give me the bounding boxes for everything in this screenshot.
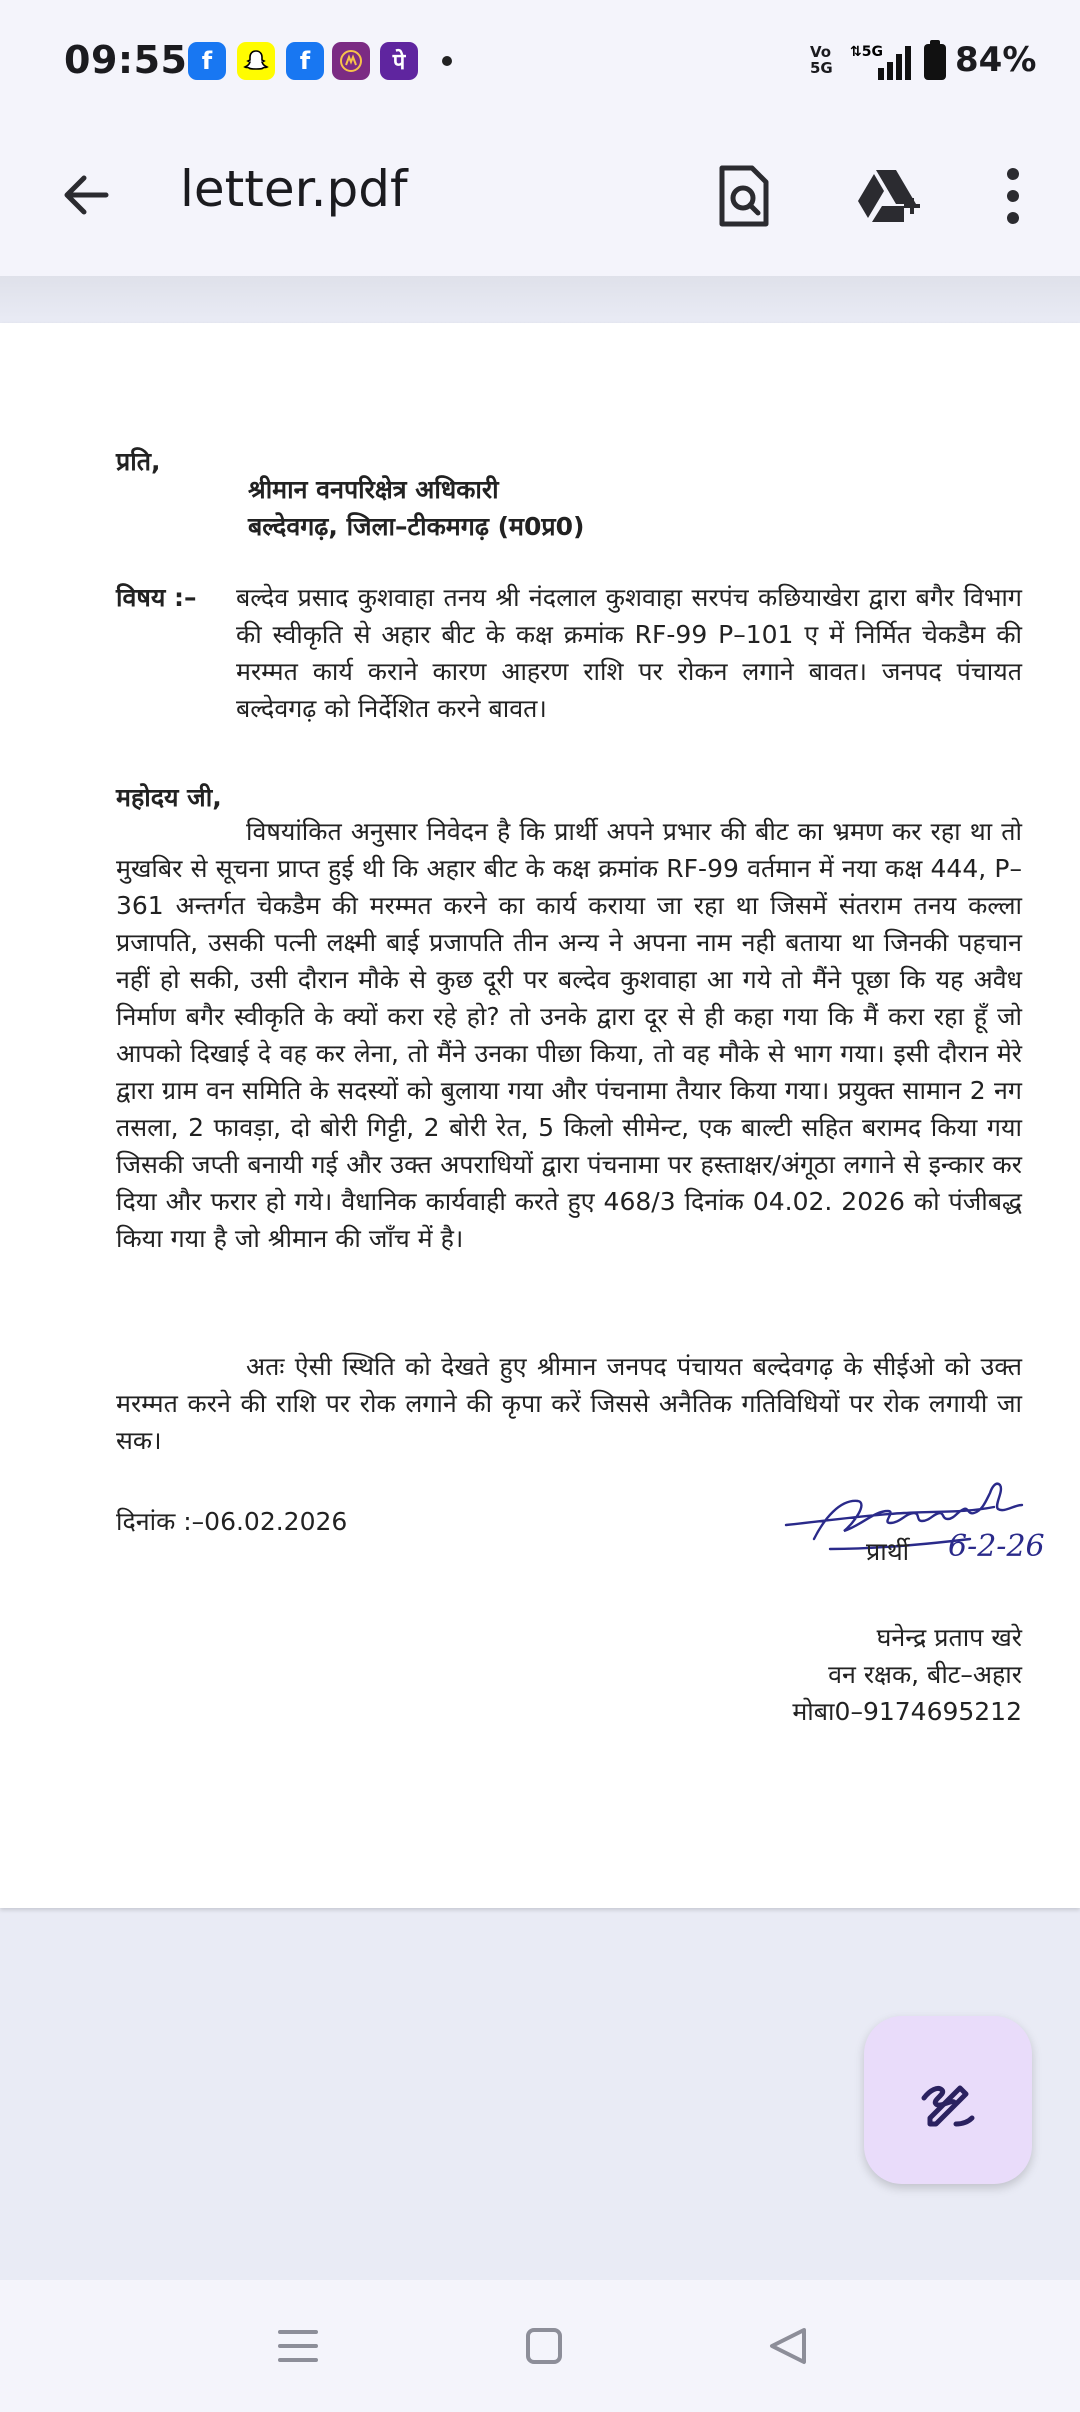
subject-label: विषय :– — [116, 583, 197, 612]
pdf-page[interactable] — [0, 323, 1080, 1908]
recent-apps-icon[interactable] — [266, 2314, 330, 2378]
snapchat-icon — [237, 42, 275, 80]
prati-label: प्रति, — [116, 447, 161, 476]
annotate-button[interactable] — [864, 2016, 1032, 2184]
sender-designation: वन रक्षक, बीट–अहार — [828, 1660, 1022, 1689]
subject-text: बल्देव प्रसाद कुशवाहा तनय श्री नंदलाल कुशवाहा सरपंच कछियाखेरा द्वारा बगैर विभाग की स्वीकृति से अहार बीट के कक्ष क्रमांक RF-99 P–101 ए में निर्मित चेकडैम की मरम्मत कार्य कराने कारण आहरण राशि पर रोकन लगाने बावत। जनपद पंचायत बल्देवगढ़ को निर्देशित करने बावत। — [236, 583, 1022, 723]
battery-icon — [924, 44, 946, 80]
viewer-top-shadow — [0, 276, 1080, 324]
more-options-icon[interactable] — [973, 156, 1053, 236]
svg-text:⇅5G: ⇅5G — [850, 44, 883, 60]
system-nav-bar — [0, 2280, 1080, 2412]
add-to-drive-icon[interactable] — [848, 156, 928, 236]
signature-date: 6-2-26 — [948, 1529, 1045, 1564]
signal-icon — [848, 42, 912, 82]
find-in-document-icon[interactable] — [704, 156, 784, 236]
battery-percent: 84% — [955, 40, 1037, 80]
annotate-pen-icon — [916, 2068, 980, 2132]
body-paragraph-1: विषयांकित अनुसार निवेदन है कि प्रार्थी अपने प्रभार की बीट का भ्रमण कर रहा था तो मुखबिर से सूचना प्राप्त हुई थी कि अहार बीट के कक्ष क्रमांक RF-99 वर्तमान में नया कक्ष 444, P–361 अन्तर्गत चेकडैम की मरम्मत करने का कार्य कराया जा रहा था जिसमें संतराम तनय कल्ला प्रजापति, उसकी पत्नी लक्ष्मी बाई प्रजापति तीन अन्य ने अपना नाम नही बताया था जिनकी पहचान नहीं हो सकी, उसी दौरान मौके से कुछ दूरी पर बल्देव कुशवाहा आ गये तो मैंने पूछा कि यह अवैध निर्माण बगैर स्वीकृति के क्यों करा रहे हो? तो उनके द्वारा दूर से ही कहा गया कि मैं करा रहा हूँ जो आपको दिखाई दे वह कर लेना, तो मैंने उनका पीछा किया, तो वह मौके से भाग गया। इसी दौरान मेरे द्वारा ग्राम वन समिति के सदस्यों को बुलाया गया और पंचनामा तैयार किया गया। प्रयुक्त सामान 2 नग तसला, 2 फावड़ा, दो बोरी गिट्टी, 2 बोरी रेत, 5 किलो सीमेन्ट, एक बाल्टी सहित बरामद किया गया जिसकी जप्ती बनायी गई और उक्त अपराधियों द्वारा पंचनामा पर हस्ताक्षर/अंगूठा लगाने से इन्कार कर दिया और फरार हो गये। वैधानिक कार्यवाही करते हुए 468/3 दिनांक 04.02. 2026 को पंजीबद्ध किया गया है जो श्रीमान की जाँच में है। — [116, 817, 1022, 1253]
back-arrow-icon[interactable] — [50, 160, 120, 230]
app-icon — [332, 42, 370, 80]
date-line: दिनांक :–06.02.2026 — [116, 1507, 348, 1536]
back-icon[interactable] — [756, 2314, 820, 2378]
phonepe-icon: पे — [380, 42, 418, 80]
sender-mobile: मोबा0–9174695212 — [792, 1697, 1022, 1726]
addressee-line-1: श्रीमान वनपरिक्षेत्र अधिकारी — [248, 475, 499, 504]
document-title: letter.pdf — [180, 160, 408, 218]
more-notifications-dot — [442, 56, 452, 66]
volte-indicator: Vo 5G — [810, 43, 833, 77]
status-bar — [0, 0, 1080, 120]
facebook-icon: f — [188, 42, 226, 80]
app-bar — [0, 120, 1080, 276]
sender-name: घनेन्द्र प्रताप खरे — [876, 1623, 1022, 1652]
addressee-line-2: बल्देवगढ़, जिला–टीकमगढ़ (म0प्र0) — [248, 512, 585, 541]
body-paragraph-2: अतः ऐसी स्थिति को देखते हुए श्रीमान जनपद पंचायत बल्देवगढ़ के सीईओ को उक्त मरम्मत करने की राशि पर रोक लगाने की कृपा करें जिससे अनैतिक गतिविधियों पर रोक लगायी जा सक। — [116, 1352, 1022, 1455]
prarthi-label: प्रार्थी — [866, 1537, 910, 1566]
home-icon[interactable] — [512, 2314, 576, 2378]
facebook-icon: f — [286, 42, 324, 80]
status-time: 09:55 — [64, 38, 188, 82]
salutation: महोदय जी, — [116, 783, 222, 812]
